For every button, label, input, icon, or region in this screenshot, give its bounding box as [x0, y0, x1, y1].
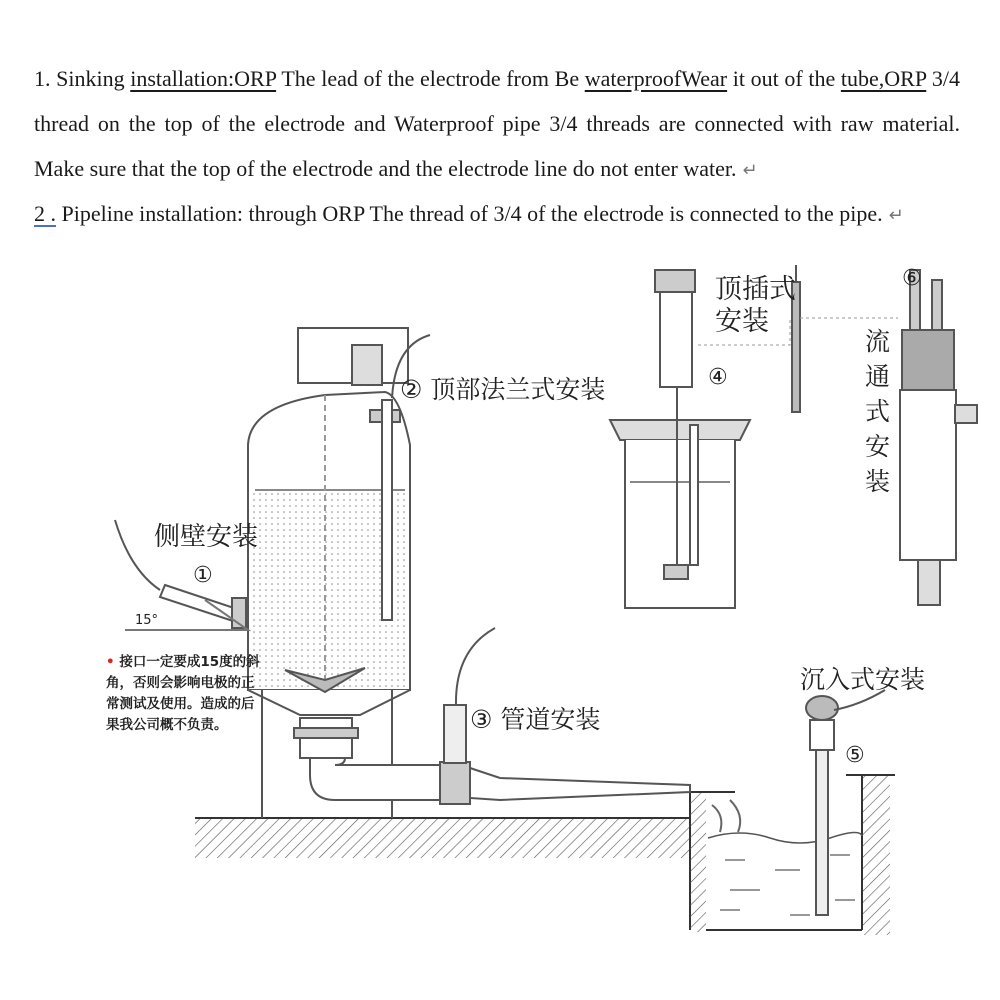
p2-text: Pipeline installation: through ORP The thread of 3/4 of the electrode is connected to the pipe.: [56, 201, 883, 226]
angle-label: 15°: [135, 613, 159, 628]
top-insert-label-2: 安装: [715, 306, 769, 337]
note-bullet: •: [106, 654, 115, 670]
circle-1-label: ①: [193, 563, 213, 588]
immersion-label: 沉入式安装: [800, 665, 926, 694]
p1-installation-orp: installation:ORP: [130, 66, 277, 91]
p1-number: 1. Sinking: [34, 66, 131, 91]
side-wall-label: 侧壁安装: [154, 522, 259, 552]
flow-label-char-4: 安: [865, 432, 891, 461]
p2-number-text: 2 .: [34, 201, 56, 226]
p1-text-b: The lead of the electrode from Be: [276, 66, 585, 91]
top-insert-label-1: 顶插式: [715, 274, 796, 305]
p1-waterproofwear: waterproofWear: [584, 66, 728, 91]
note-text: 接口一定要成15度的斜角，否则会影响电极的正常测试及使用。造成的后果我公司概不负责。: [106, 654, 260, 733]
return-mark-icon: ↵: [888, 205, 904, 226]
flow-label-char-2: 通: [865, 362, 891, 391]
flow-label-char-5: 装: [865, 467, 891, 496]
flow-cell: [900, 270, 977, 605]
p1-text-d: it out of the: [727, 66, 841, 91]
p1-tube-orp: tube,ORP: [840, 66, 927, 91]
flow-label-char-1: 流: [865, 327, 891, 356]
circle-4-label: ④: [708, 365, 728, 390]
return-mark-icon: ↵: [742, 160, 758, 181]
top-flange-label: ② 顶部法兰式安装: [400, 375, 606, 404]
basin-water: [708, 800, 862, 915]
p1-text-f: 3/4 thread on the top of the electrode and Waterproof pipe 3/4 threads are connected with raw material. Make sure that the top of the electrode and the electrode line do not enter water.: [34, 66, 960, 181]
pipeline-label: ③ 管道安装: [470, 705, 601, 734]
flow-label-char-3: 式: [865, 397, 891, 426]
warning-note: [106, 652, 266, 736]
circle-5-label: ⑤: [845, 743, 865, 768]
circle-6-label: ⑥: [902, 266, 922, 291]
